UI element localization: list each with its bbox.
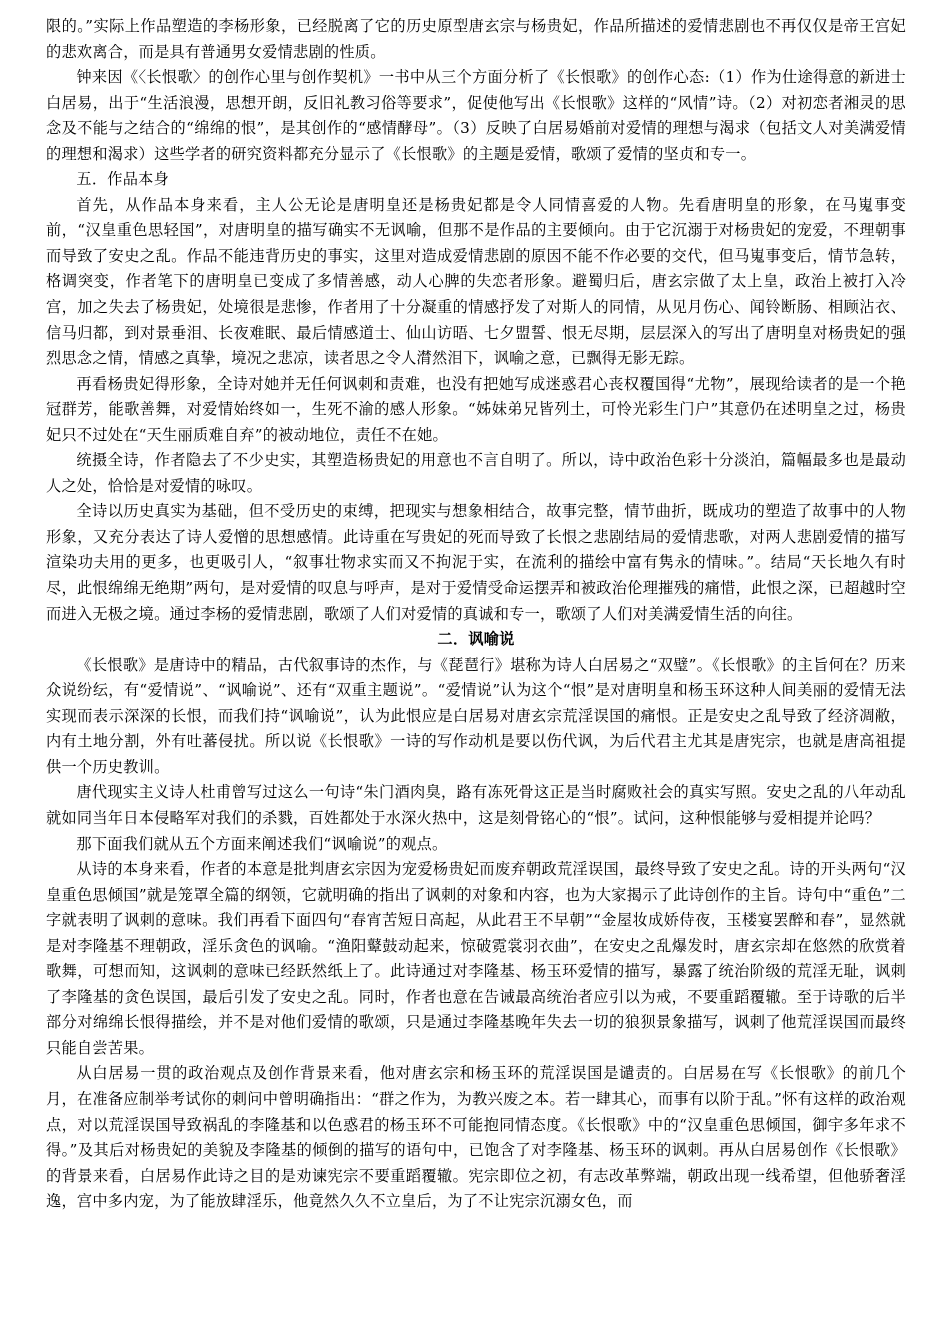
paragraph: 从白居易一贯的政治观点及创作背景来看，他对唐玄宗和杨玉环的荒淫误国是谴责的。白居易在写《长恨歌》的前几个月，在准备应制举考试你的刺问中曾明确指出：“群之作为，为教兴废之本。若一肆其心，而事有以阶于乱。”怀有这样的政治观点，对以荒淫误国导致祸乱的李隆基和以色惑君的杨玉环不可能抱同情态度。《长恨歌》中的“汉皇重色思倾国，御宇多年求不得。”及其后对杨贵妃的美貌及李隆基的倾倒的描写的语句中，已饱含了对李隆基、杨玉环的讽刺。再从白居易创作《长恨歌》的背景来看，白居易作此诗之目的是劝谏宪宗不要重蹈覆辙。宪宗即位之初，有志改革弊端，朝政出现一线希望，但他骄奢淫逸，宫中多内宠，为了能放肆淫乐，他竟然久久不立皇后，为了不让宪宗沉溺女色，而 [46, 1064, 906, 1211]
section-heading: 二．讽喻说 [437, 630, 515, 649]
paragraph: 全诗以历史真实为基础，但不受历史的束缚，把现实与想象相结合，故事完整，情节曲折，既成功的塑造了故事中的人物形象，又充分表达了诗人爱憎的思想感情。此诗重在写贵妃的死而导致了长恨之悲剧结局的爱情悲歌，对两人悲剧爱情的描写渲染功夫用的更多，也更吸引人，“叙事壮物求实而又不拘泥于实，在流利的描绘中富有隽永的情味。”。结局“天长地久有时尽，此恨绵绵无绝期”两句，是对爱情的叹息与呼声，是对于爱情受命运摆弄和被政治伦理摧残的痛惜，此恨之深，已超越时空而进入无极之境。通过李杨的爱情悲剧，歌颂了人们对爱情的真诚和专一，歌颂了人们对美满爱情生活的向往。 [46, 502, 906, 623]
paragraph: 再看杨贵妃得形象，全诗对她并无任何讽刺和责难，也没有把她写成迷惑君心丧权覆国得“尤物”，展现给读者的是一个艳冠群芳，能歌善舞，对爱情始终如一，生死不渝的感人形象。“姊妹弟兄皆列土，可怜光彩生门户”其意仍在述明皇之过，杨贵妃只不过处在“天生丽质难自弃”的被动地位，责任不在她。 [46, 374, 906, 444]
paragraph: 那下面我们就从五个方面来阐述我们“讽喻说”的观点。 [76, 834, 448, 853]
paragraph: 限的。”实际上作品塑造的李杨形象，已经脱离了它的历史原型唐玄宗与杨贵妃，作品所描述的爱情悲剧也不再仅仅是帝王宫妃的悲欢离合，而是具有普通男女爱情悲剧的性质。 [46, 17, 906, 61]
paragraph: 唐代现实主义诗人杜甫曾写过这么一句诗“朱门酒肉臭，路有冻死骨这正是当时腐败社会的真实写照。安史之乱的八年动乱就如同当年日本侵略军对我们的杀戮，百姓都处于水深火热中，这是刻骨铭心的“恨”。试问，这种恨能够与爱相提并论吗？ [46, 783, 906, 827]
paragraph: 首先，从作品本身来看，主人公无论是唐明皇还是杨贵妃都是令人同情喜爱的人物。先看唐明皇的形象，在马嵬事变前，“汉皇重色思轻国”，对唐明皇的描写确实不无讽喻，但那不是作品的主要倾向。由于它沉溺于对杨贵妃的宠爱，不理朝事而导致了安史之乱。作品不能违背历史的事实，这里对造成爱情悲剧的原因不能不作必要的交代，但马嵬事变后，情节急转，格调突变，作者笔下的唐明皇已变成了多情善感，动人心脾的失恋者形象。避蜀归后，唐玄宗做了太上皇，政治上被打入冷宫，加之失去了杨贵妃，处境很是悲惨，作者用了十分凝重的情感抒发了对斯人的同情，从见月伤心、闻铃断肠、相顾沾衣、信马归都，到对景垂泪、长夜难眠、最后情感道士、仙山访晤、七夕盟誓、恨无尽期，层层深入的写出了唐明皇对杨贵妃的强烈思念之情，情感之真挚，境况之悲凉，读者思之令人潸然泪下，讽喻之意，已飘得无影无踪。 [46, 195, 906, 368]
paragraph: 从诗的本身来看，作者的本意是批判唐玄宗因为宠爱杨贵妃而废弃朝政荒淫误国，最终导致了安史之乱。诗的开头两句“汉皇重色思倾国”就是笼罩全篇的纲领，它就明确的指出了讽刺的对象和内容，也为大家揭示了此诗创作的主旨。诗句中“重色”二字就表明了讽刺的意味。我们再看下面四句“春宵苦短日高起，从此君王不早朝”“金屋妆成娇侍夜，玉楼宴罢醉和春”，显然就是对李隆基不理朝政，淫乐贪色的讽喻。“渔阳鼙鼓动起来，惊破霓裳羽衣曲”，在安史之乱爆发时，唐玄宗却在悠然的欣赏着歌舞，可想而知，这讽刺的意味已经跃然纸上了。此诗通过对李隆基、杨玉环爱情的描写，暴露了统治阶级的荒淫无耻，讽刺了李隆基的贪色误国，最后引发了安史之乱。同时，作者也意在告诫最高统治者应引以为戒，不要重蹈覆辙。至于诗歌的后半部分对绵绵长恨得描绘，并不是对他们爱情的歌颂，只是通过李隆基晚年失去一切的狼狈景象描写，讽刺了他荒淫误国而最终只能自尝苦果。 [46, 860, 906, 1057]
paragraph: 钟来因《〈长恨歌〉的创作心里与创作契机》一书中从三个方面分析了《长恨歌》的创作心态:（1）作为仕途得意的新进士白居易，出于“生活浪漫，思想开朗，反旧礼教习俗等要求”，促使他写出《长恨歌》这样的“风情”诗。（2）对初恋者湘灵的思念及不能与之结合的“绵绵的恨”，是其创作的“感情酵母”。（3）反映了白居易婚前对爱情的理想与渴求（包括文人对美满爱情的理想和渴求）这些学者的研究资料都充分显示了《长恨歌》的主题是爱情，歌颂了爱情的坚贞和专一。 [46, 68, 906, 163]
paragraph: 五．作品本身 [76, 170, 170, 189]
body-text-part1 [46, 14, 906, 627]
paragraph: 《长恨歌》是唐诗中的精品，古代叙事诗的杰作，与《琵琶行》堪称为诗人白居易之“双璧”。《长恨歌》的主旨何在？历来众说纷纭，有“爱情说”、“讽喻说”、还有“双重主题说”。“爱情说”认为这个“恨”是对唐明皇和杨玉环这种人间美丽的爱情无法实现而表示深深的长恨，而我们持“讽喻说”，认为此恨应是白居易对唐玄宗荒淫误国的痛恨。正是安史之乱导致了经济凋敝，内有土地分割，外有吐蕃侵扰。所以说《长恨歌》一诗的写作动机是要以伤代讽，为后代君主尤其是唐宪宗，也就是唐高祖提供一个历史教训。 [46, 655, 906, 776]
body-text-part2 [46, 653, 906, 1215]
paragraph: 统摄全诗，作者隐去了不少史实，其塑造杨贵妃的用意也不言自明了。所以，诗中政治色彩十分淡泊，篇幅最多也是最动人之处，恰恰是对爱情的咏叹。 [46, 451, 906, 495]
